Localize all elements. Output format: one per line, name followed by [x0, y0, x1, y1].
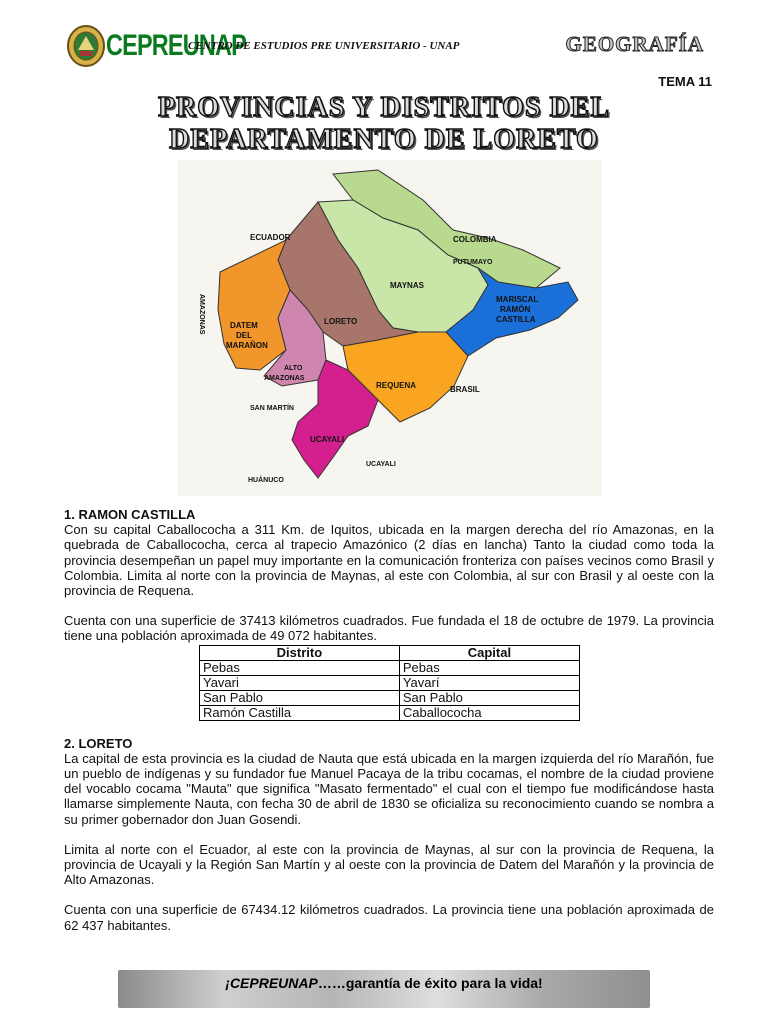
label-mariscal-2: RAMÓN — [500, 305, 531, 314]
label-ucayali-region: UCAYALI — [366, 461, 396, 468]
brand-name: CEPREUNAP — [106, 29, 246, 62]
label-datem-1: DATEM — [230, 321, 258, 330]
table-cell: Yavarí — [399, 675, 579, 690]
institution-name: CENTRO DE ESTUDIOS PRE UNIVERSITARIO - UNAP — [188, 40, 460, 52]
label-san-martin: SAN MARTÍN — [250, 405, 294, 412]
label-datem-3: MARAÑON — [226, 341, 268, 350]
label-ecuador: ECUADOR — [250, 233, 291, 242]
label-maynas: MAYNAS — [390, 281, 424, 290]
table-cell: Yavari — [200, 675, 400, 690]
table-cell: Caballococha — [399, 705, 579, 720]
paragraph: Cuenta con una superficie de 37413 kilómetros cuadrados. Fue fundada el 18 de octubre de 1979. La provincia tiene una población aproximada de 49 072 habitantes. — [64, 613, 714, 644]
main-content — [64, 507, 714, 933]
label-colombia: COLOMBIA — [453, 235, 497, 244]
label-brasil: BRASIL — [450, 385, 480, 394]
table-cell: Pebas — [399, 660, 579, 675]
table-row — [200, 660, 580, 675]
label-alto-1: ALTO — [284, 365, 303, 372]
label-loreto: LORETO — [324, 317, 358, 326]
page-header — [62, 22, 712, 74]
label-requena: REQUENA — [376, 381, 417, 390]
section-heading-loreto: 2. LORETO — [64, 735, 133, 751]
topic-number: TEMA 11 — [658, 74, 712, 89]
label-amazonas-region: AMAZONAS — [198, 294, 205, 335]
label-alto-2: AMAZONAS — [264, 375, 305, 382]
subject-title: GEOGRAFÍA — [565, 32, 704, 56]
footer-brand: ¡CEPREUNAP — [225, 975, 318, 991]
document-title — [0, 92, 768, 156]
column-header-distrito: Distrito — [200, 645, 400, 660]
section-heading-ramon-castilla: 1. RAMON CASTILLA — [64, 507, 196, 522]
unap-seal-logo — [66, 24, 106, 68]
paragraph: Con su capital Caballococha a 311 Km. de Iquitos, ubicada en la margen derecha del río Amazonas, en la quebrada de Caballococha, cerca al trapecio Amazónico (2 días en lancha) Tanto la ciudad como toda la provincia desempeñan un papel muy importante en la comunicación fronteriza con países vecinos como Brasil y Colombia. Limita al norte con la provincia de Maynas, al este con Colombia, al sur con Brasil y al oeste con la provincia de Requena. — [64, 522, 714, 599]
paragraph: Cuenta con una superficie de 67434.12 kilómetros cuadrados. La provincia tiene una población aproximada de 62 437 habitantes. — [64, 902, 714, 933]
loreto-map — [178, 160, 602, 496]
table-header-row — [200, 645, 580, 660]
footer-banner — [118, 970, 650, 1008]
table-cell: Ramón Castilla — [200, 705, 400, 720]
paragraph: Limita al norte con el Ecuador, al este con la provincia de Maynas, al sur con la provincia de Requena, la provincia de Ucayali y la Región San Martín y al oeste con la provincia de Datem del Marañón y la provincia de Alto Amazonas. — [64, 841, 714, 888]
table-cell: Pebas — [200, 660, 400, 675]
label-mariscal-1: MARISCAL — [496, 295, 539, 304]
table-cell: San Pablo — [399, 690, 579, 705]
table-row — [200, 675, 580, 690]
paragraph: La capital de esta provincia es la ciudad de Nauta que está ubicada en la margen izquierda del río Marañón, fue un pueblo de indígenas y su fundador fue Manuel Pacaya de la tribu cocamas, el nombre de la ciudad proviene del vocablo cocama "Mauta" que significa "Masato fermentado" el cual con el tiempo fue modificándose hasta llamarse simplemente Nauta, con fecha 30 de abril de 1830 se oficializa su reconocimiento cuando se nombra a su primer gobernador don Juan Gosendi. — [64, 750, 714, 827]
label-huanuco: HUÁNUCO — [248, 477, 284, 484]
label-putumayo: PUTUMAYO — [453, 259, 493, 266]
table-row — [200, 705, 580, 720]
districts-table — [199, 645, 580, 721]
title-line-2: DEPARTAMENTO DE LORETO — [169, 124, 599, 155]
footer-dots: …… — [317, 975, 346, 991]
footer-slogan-text: garantía de éxito para la vida! — [345, 975, 543, 991]
table-cell: San Pablo — [200, 690, 400, 705]
label-ucayali: UCAYALI — [310, 435, 345, 444]
column-header-capital: Capital — [399, 645, 579, 660]
footer-slogan — [118, 975, 650, 991]
label-mariscal-3: CASTILLA — [496, 315, 536, 324]
label-datem-2: DEL — [236, 331, 252, 340]
table-row — [200, 690, 580, 705]
title-line-1: PROVINCIAS Y DISTRITOS DEL — [157, 92, 611, 123]
